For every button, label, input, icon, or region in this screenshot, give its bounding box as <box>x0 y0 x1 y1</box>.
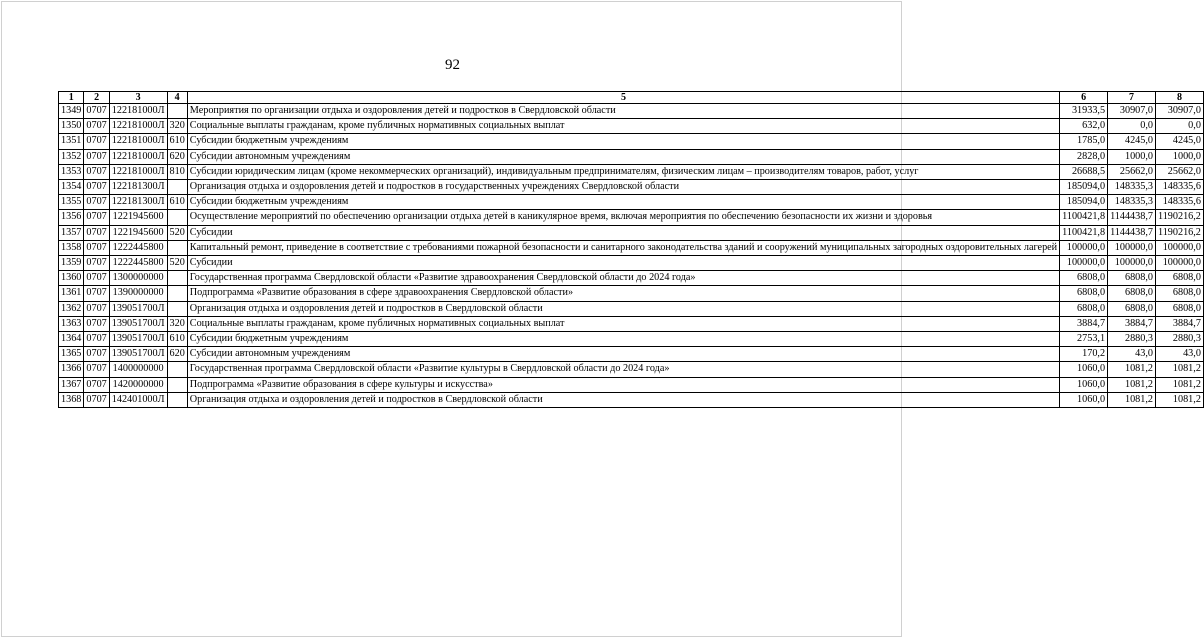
section-code: 0707 <box>84 362 109 377</box>
expense-type: 520 <box>167 225 187 240</box>
amount-col-6: 632,0 <box>1060 119 1108 134</box>
amount-col-7: 1144438,7 <box>1108 210 1156 225</box>
amount-col-6: 1060,0 <box>1060 377 1108 392</box>
table-row <box>59 149 1204 164</box>
amount-col-7: 1081,2 <box>1108 392 1156 407</box>
section-code: 0707 <box>84 180 109 195</box>
target-code: 139051700Л <box>109 301 167 316</box>
amount-col-6: 1785,0 <box>1060 134 1108 149</box>
item-name: Социальные выплаты гражданам, кроме публичных нормативных социальных выплат <box>187 316 1059 331</box>
item-name: Субсидии <box>187 225 1059 240</box>
amount-col-8: 1190216,2 <box>1155 225 1203 240</box>
amount-col-7: 6808,0 <box>1108 286 1156 301</box>
table-row <box>59 301 1204 316</box>
amount-col-7: 6808,0 <box>1108 301 1156 316</box>
target-code: 139051700Л <box>109 332 167 347</box>
item-name: Субсидии автономным учреждениям <box>187 347 1059 362</box>
amount-col-6: 185094,0 <box>1060 180 1108 195</box>
amount-col-8: 3884,7 <box>1155 316 1203 331</box>
table-row <box>59 164 1204 179</box>
table-row <box>59 347 1204 362</box>
target-code: 122181000Л <box>109 164 167 179</box>
page-number: 92 <box>445 57 460 73</box>
amount-col-7: 3884,7 <box>1108 316 1156 331</box>
item-name: Субсидии бюджетным учреждениям <box>187 195 1059 210</box>
amount-col-7: 6808,0 <box>1108 271 1156 286</box>
col-header-1: 1 <box>59 92 84 104</box>
section-code: 0707 <box>84 149 109 164</box>
amount-col-7: 1081,2 <box>1108 362 1156 377</box>
expense-type: 610 <box>167 332 187 347</box>
section-code: 0707 <box>84 240 109 255</box>
col-header-5: 5 <box>187 92 1059 104</box>
expense-type <box>167 180 187 195</box>
expense-type <box>167 104 187 119</box>
item-name: Субсидии автономным учреждениям <box>187 149 1059 164</box>
target-code: 139051700Л <box>109 347 167 362</box>
amount-col-7: 43,0 <box>1108 347 1156 362</box>
target-code: 1221945600 <box>109 210 167 225</box>
table-row <box>59 316 1204 331</box>
row-number: 1353 <box>59 164 84 179</box>
amount-col-7: 30907,0 <box>1108 104 1156 119</box>
table-body <box>59 104 1204 408</box>
target-code: 122181300Л <box>109 180 167 195</box>
table-row <box>59 104 1204 119</box>
col-header-7: 7 <box>1108 92 1156 104</box>
section-code: 0707 <box>84 104 109 119</box>
expense-type: 620 <box>167 149 187 164</box>
expense-type: 620 <box>167 347 187 362</box>
amount-col-7: 1000,0 <box>1108 149 1156 164</box>
section-code: 0707 <box>84 256 109 271</box>
expense-type <box>167 286 187 301</box>
amount-col-8: 1000,0 <box>1155 149 1203 164</box>
row-number: 1366 <box>59 362 84 377</box>
expense-type: 520 <box>167 256 187 271</box>
col-header-3: 3 <box>109 92 167 104</box>
item-name: Государственная программа Свердловской области «Развитие культуры в Свердловской области до 2024 года» <box>187 362 1059 377</box>
section-code: 0707 <box>84 271 109 286</box>
table-row <box>59 240 1204 255</box>
expense-type: 610 <box>167 134 187 149</box>
expense-type <box>167 301 187 316</box>
row-number: 1364 <box>59 332 84 347</box>
row-number: 1357 <box>59 225 84 240</box>
row-number: 1368 <box>59 392 84 407</box>
table-row <box>59 134 1204 149</box>
amount-col-7: 25662,0 <box>1108 164 1156 179</box>
row-number: 1359 <box>59 256 84 271</box>
section-code: 0707 <box>84 225 109 240</box>
item-name: Субсидии бюджетным учреждениям <box>187 332 1059 347</box>
row-number: 1354 <box>59 180 84 195</box>
row-number: 1349 <box>59 104 84 119</box>
table-header-row <box>59 92 1204 104</box>
section-code: 0707 <box>84 134 109 149</box>
table-row <box>59 377 1204 392</box>
item-name: Организация отдыха и оздоровления детей и подростков в Свердловской области <box>187 392 1059 407</box>
amount-col-7: 1081,2 <box>1108 377 1156 392</box>
target-code: 1221945600 <box>109 225 167 240</box>
col-header-8: 8 <box>1155 92 1203 104</box>
amount-col-7: 4245,0 <box>1108 134 1156 149</box>
target-code: 122181000Л <box>109 149 167 164</box>
section-code: 0707 <box>84 286 109 301</box>
amount-col-6: 2828,0 <box>1060 149 1108 164</box>
amount-col-8: 25662,0 <box>1155 164 1203 179</box>
table-row <box>59 225 1204 240</box>
item-name: Осуществление мероприятий по обеспечению организации отдыха детей в каникулярное время, включая мероприятия по обеспечению безопасности их жизни и здоровья <box>187 210 1059 225</box>
table-row <box>59 119 1204 134</box>
amount-col-7: 100000,0 <box>1108 256 1156 271</box>
expense-type: 320 <box>167 316 187 331</box>
table-row <box>59 392 1204 407</box>
expense-type: 610 <box>167 195 187 210</box>
target-code: 122181000Л <box>109 134 167 149</box>
item-name: Капитальный ремонт, приведение в соответствие с требованиями пожарной безопасности и санитарного законодательства зданий и сооружений муниципальных загородных оздоровительных лагерей <box>187 240 1059 255</box>
expense-type <box>167 362 187 377</box>
amount-col-6: 31933,5 <box>1060 104 1108 119</box>
item-name: Мероприятия по организации отдыха и оздоровления детей и подростков в Свердловской области <box>187 104 1059 119</box>
expense-type <box>167 240 187 255</box>
amount-col-7: 100000,0 <box>1108 240 1156 255</box>
amount-col-7: 2880,3 <box>1108 332 1156 347</box>
table-row <box>59 256 1204 271</box>
target-code: 139051700Л <box>109 316 167 331</box>
target-code: 142401000Л <box>109 392 167 407</box>
amount-col-7: 148335,3 <box>1108 180 1156 195</box>
amount-col-8: 43,0 <box>1155 347 1203 362</box>
amount-col-6: 100000,0 <box>1060 240 1108 255</box>
item-name: Организация отдыха и оздоровления детей и подростков в Свердловской области <box>187 301 1059 316</box>
target-code: 122181300Л <box>109 195 167 210</box>
amount-col-8: 1081,2 <box>1155 377 1203 392</box>
amount-col-6: 2753,1 <box>1060 332 1108 347</box>
row-number: 1356 <box>59 210 84 225</box>
expense-type: 810 <box>167 164 187 179</box>
table-row <box>59 210 1204 225</box>
row-number: 1351 <box>59 134 84 149</box>
table-row <box>59 195 1204 210</box>
item-name: Социальные выплаты гражданам, кроме публичных нормативных социальных выплат <box>187 119 1059 134</box>
amount-col-6: 1100421,8 <box>1060 225 1108 240</box>
section-code: 0707 <box>84 210 109 225</box>
amount-col-8: 6808,0 <box>1155 271 1203 286</box>
amount-col-6: 26688,5 <box>1060 164 1108 179</box>
col-header-2: 2 <box>84 92 109 104</box>
amount-col-8: 6808,0 <box>1155 301 1203 316</box>
section-code: 0707 <box>84 392 109 407</box>
amount-col-6: 170,2 <box>1060 347 1108 362</box>
amount-col-7: 148335,3 <box>1108 195 1156 210</box>
col-header-4: 4 <box>167 92 187 104</box>
expense-type <box>167 377 187 392</box>
amount-col-8: 148335,6 <box>1155 195 1203 210</box>
row-number: 1363 <box>59 316 84 331</box>
amount-col-8: 100000,0 <box>1155 240 1203 255</box>
item-name: Субсидии <box>187 256 1059 271</box>
amount-col-7: 0,0 <box>1108 119 1156 134</box>
section-code: 0707 <box>84 119 109 134</box>
row-number: 1360 <box>59 271 84 286</box>
amount-col-8: 6808,0 <box>1155 286 1203 301</box>
item-name: Организация отдыха и оздоровления детей и подростков в государственных учреждениях Свердловской области <box>187 180 1059 195</box>
item-name: Государственная программа Свердловской области «Развитие здравоохранения Свердловской области до 2024 года» <box>187 271 1059 286</box>
item-name: Субсидии бюджетным учреждениям <box>187 134 1059 149</box>
amount-col-6: 1060,0 <box>1060 392 1108 407</box>
row-number: 1362 <box>59 301 84 316</box>
amount-col-6: 100000,0 <box>1060 256 1108 271</box>
target-code: 1420000000 <box>109 377 167 392</box>
table-row <box>59 286 1204 301</box>
section-code: 0707 <box>84 316 109 331</box>
amount-col-8: 1081,2 <box>1155 392 1203 407</box>
col-header-6: 6 <box>1060 92 1108 104</box>
amount-col-8: 148335,6 <box>1155 180 1203 195</box>
section-code: 0707 <box>84 332 109 347</box>
amount-col-6: 6808,0 <box>1060 286 1108 301</box>
target-code: 122181000Л <box>109 119 167 134</box>
expense-type <box>167 210 187 225</box>
section-code: 0707 <box>84 377 109 392</box>
target-code: 1400000000 <box>109 362 167 377</box>
row-number: 1358 <box>59 240 84 255</box>
expense-type <box>167 392 187 407</box>
table-row <box>59 362 1204 377</box>
amount-col-8: 30907,0 <box>1155 104 1203 119</box>
row-number: 1365 <box>59 347 84 362</box>
section-code: 0707 <box>84 301 109 316</box>
target-code: 122181000Л <box>109 104 167 119</box>
row-number: 1350 <box>59 119 84 134</box>
amount-col-6: 1100421,8 <box>1060 210 1108 225</box>
expense-type: 320 <box>167 119 187 134</box>
amount-col-8: 100000,0 <box>1155 256 1203 271</box>
target-code: 1300000000 <box>109 271 167 286</box>
item-name: Подпрограмма «Развитие образования в сфере культуры и искусства» <box>187 377 1059 392</box>
row-number: 1355 <box>59 195 84 210</box>
item-name: Подпрограмма «Развитие образования в сфере здравоохранения Свердловской области» <box>187 286 1059 301</box>
table-row <box>59 180 1204 195</box>
section-code: 0707 <box>84 164 109 179</box>
target-code: 1390000000 <box>109 286 167 301</box>
item-name: Субсидии юридическим лицам (кроме некоммерческих организаций), индивидуальным предпринимателям, физическим лицам – производителям товаров, работ, услуг <box>187 164 1059 179</box>
amount-col-8: 1081,2 <box>1155 362 1203 377</box>
amount-col-6: 185094,0 <box>1060 195 1108 210</box>
amount-col-6: 3884,7 <box>1060 316 1108 331</box>
amount-col-6: 1060,0 <box>1060 362 1108 377</box>
amount-col-7: 1144438,7 <box>1108 225 1156 240</box>
expense-type <box>167 271 187 286</box>
amount-col-6: 6808,0 <box>1060 271 1108 286</box>
table-row <box>59 271 1204 286</box>
section-code: 0707 <box>84 347 109 362</box>
budget-table <box>58 91 1204 408</box>
target-code: 1222445800 <box>109 256 167 271</box>
row-number: 1352 <box>59 149 84 164</box>
amount-col-6: 6808,0 <box>1060 301 1108 316</box>
target-code: 1222445800 <box>109 240 167 255</box>
amount-col-8: 1190216,2 <box>1155 210 1203 225</box>
row-number: 1361 <box>59 286 84 301</box>
row-number: 1367 <box>59 377 84 392</box>
amount-col-8: 0,0 <box>1155 119 1203 134</box>
amount-col-8: 2880,3 <box>1155 332 1203 347</box>
table-row <box>59 332 1204 347</box>
amount-col-8: 4245,0 <box>1155 134 1203 149</box>
section-code: 0707 <box>84 195 109 210</box>
